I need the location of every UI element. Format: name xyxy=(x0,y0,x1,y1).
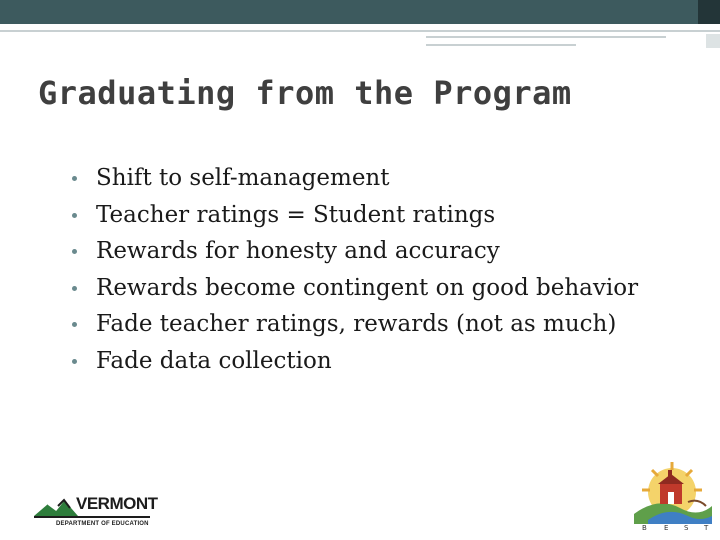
best-logo xyxy=(628,462,714,538)
bullet-dot-icon xyxy=(72,249,77,254)
header-corner-block xyxy=(706,34,720,48)
best-letters xyxy=(642,524,714,536)
header-rule xyxy=(0,30,720,32)
bullet-text: Fade data collection xyxy=(96,347,332,374)
slide-title: Graduating from the Program xyxy=(38,74,572,112)
vermont-education-logo xyxy=(34,494,164,530)
bullet-text: Rewards for honesty and accuracy xyxy=(96,238,500,264)
best-letter-e: E xyxy=(664,524,669,532)
bullet-dot-icon xyxy=(72,359,77,364)
logo-rule xyxy=(34,516,150,518)
header-band xyxy=(0,0,720,24)
vermont-wordmark: VERMONT xyxy=(76,494,158,513)
header-band-corner xyxy=(698,0,720,24)
header-rule-short xyxy=(426,36,666,38)
best-letter-s: S xyxy=(684,524,689,532)
schoolhouse-sun-icon xyxy=(628,462,714,524)
header-rule-shorter xyxy=(426,44,576,46)
best-letter-b: B xyxy=(642,524,647,532)
bullet-dot-icon xyxy=(72,322,77,327)
bullet-text: Fade teacher ratings, rewards (not as much) xyxy=(96,311,617,337)
bullet-text: Rewards become contingent on good behavior xyxy=(96,274,639,301)
bullet-text: Teacher ratings = Student ratings xyxy=(96,201,496,228)
bullet-dot-icon xyxy=(72,213,77,218)
bullet-text: Shift to self-management xyxy=(96,165,390,191)
best-letter-t: T xyxy=(704,524,709,532)
mountain-icon xyxy=(34,496,78,518)
bullet-dot-icon xyxy=(72,286,77,291)
department-wordmark: DEPARTMENT OF EDUCATION xyxy=(56,521,149,527)
bullet-dot-icon xyxy=(72,176,77,181)
